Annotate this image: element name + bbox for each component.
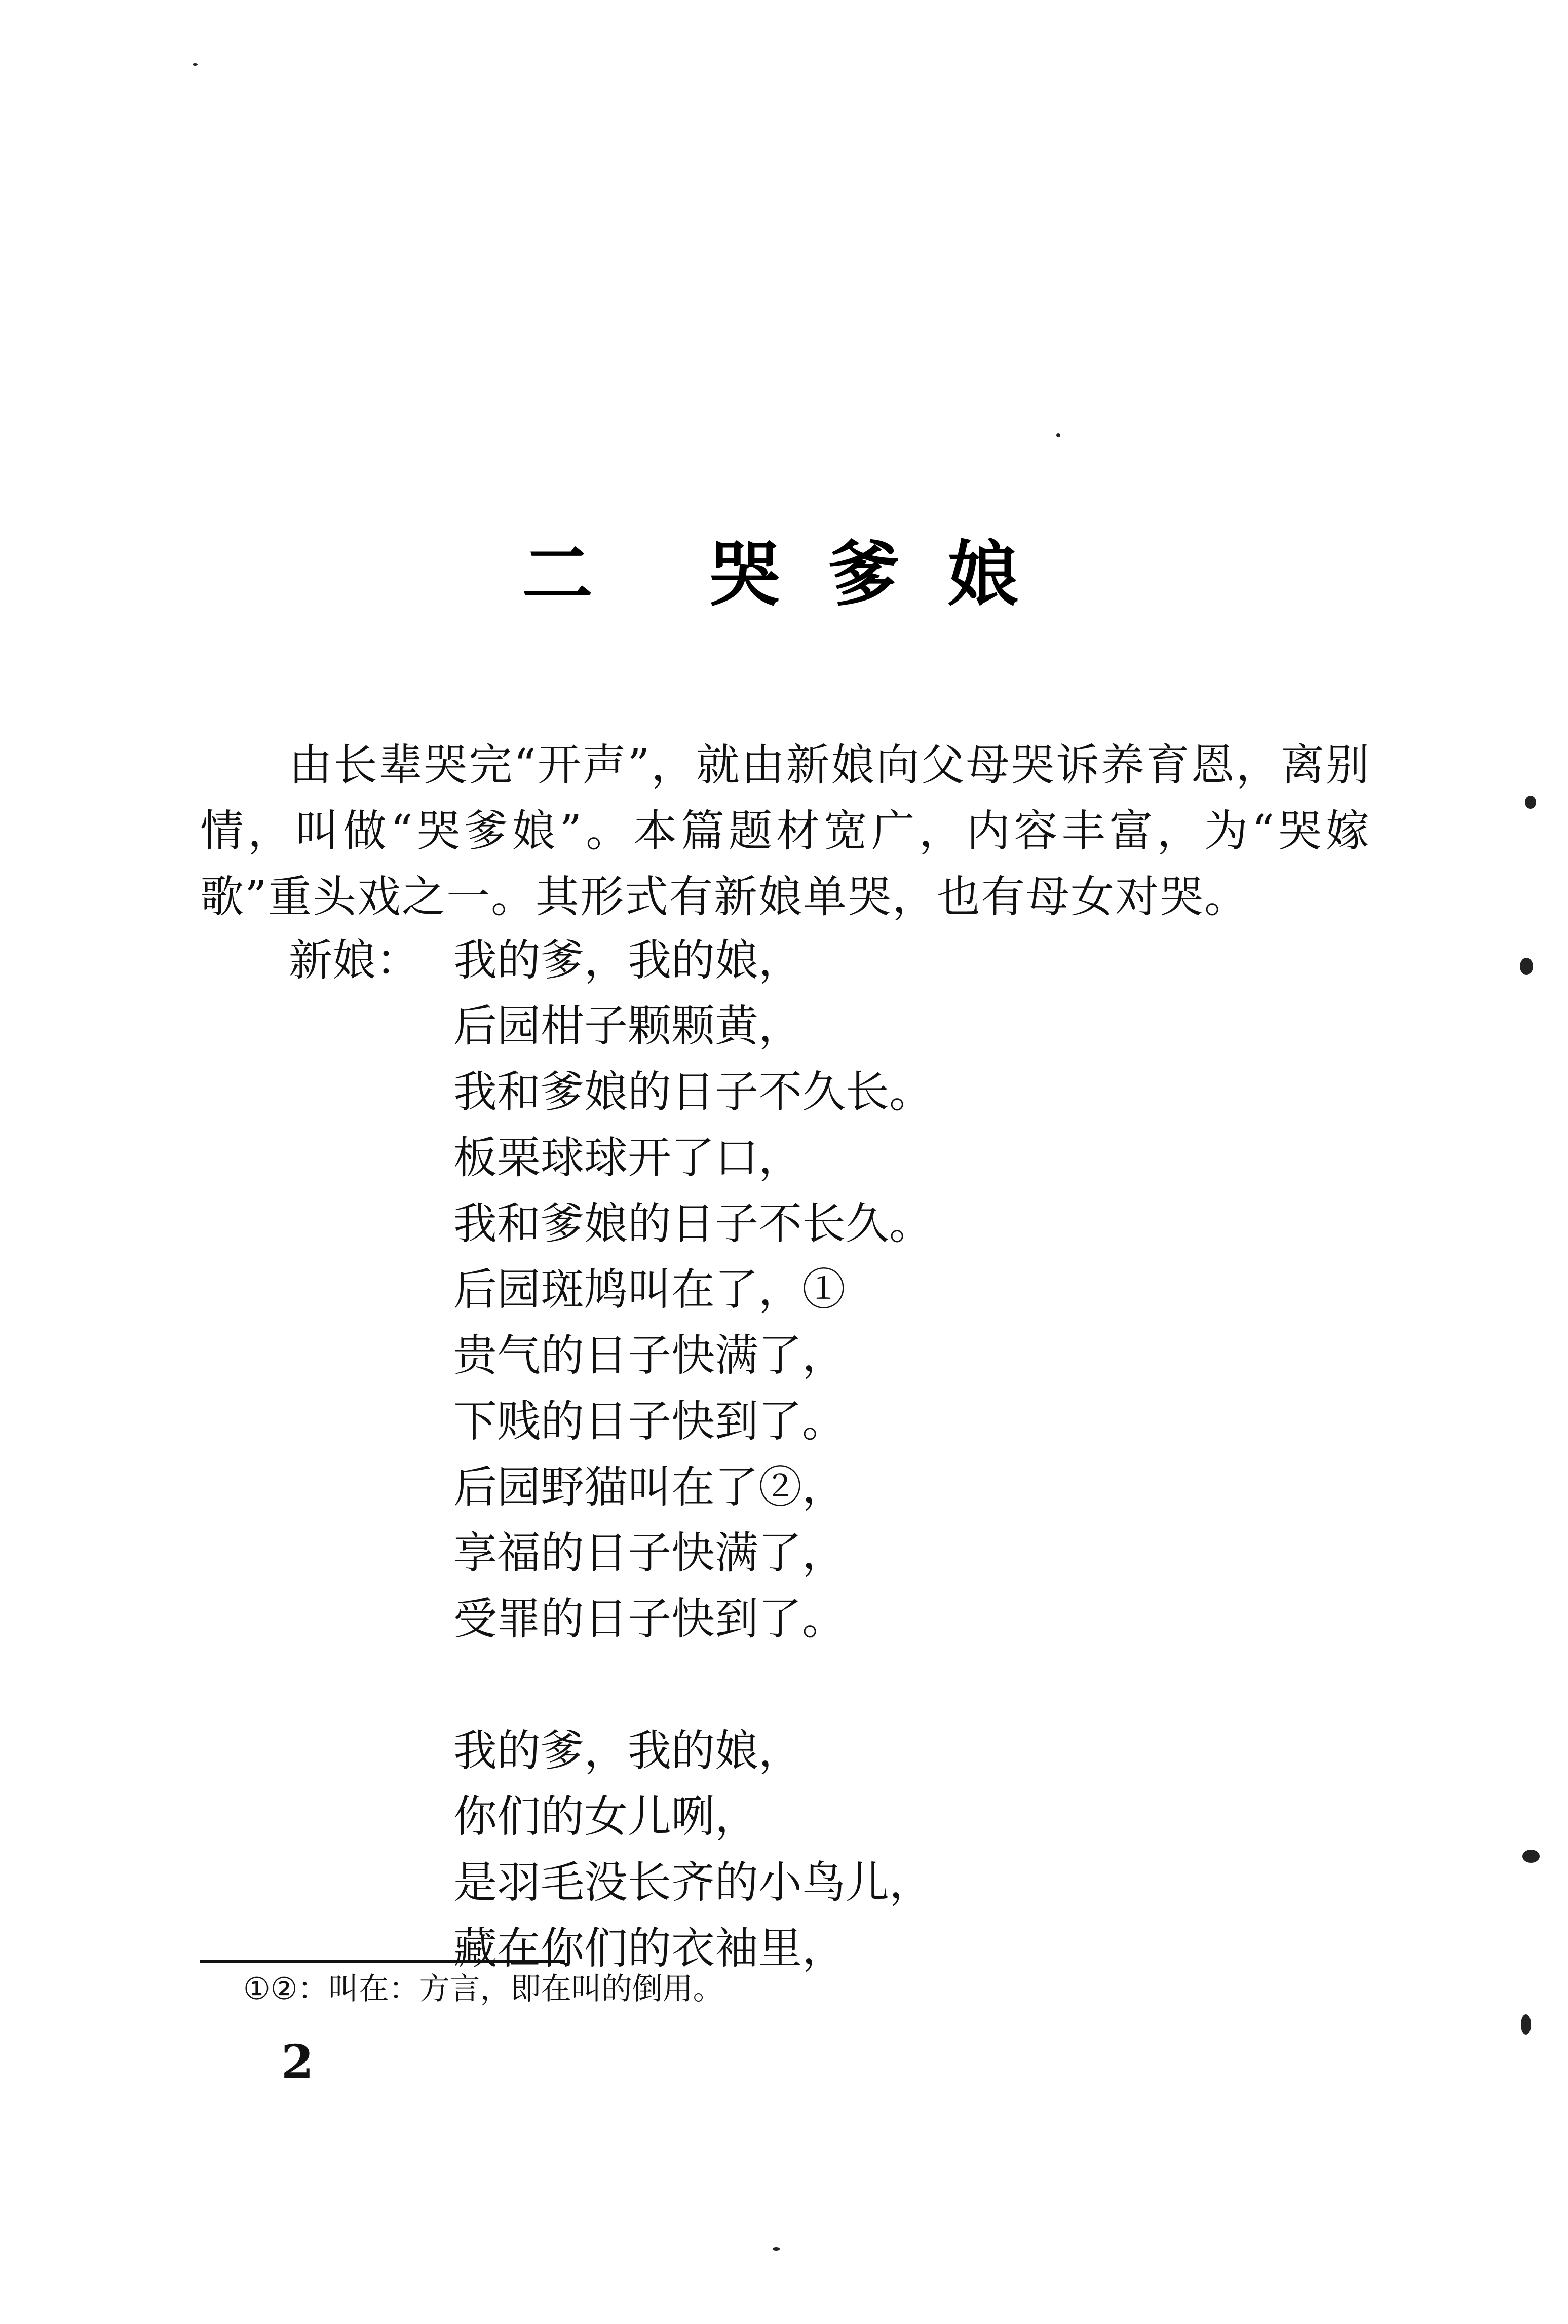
scan-speck: [193, 63, 198, 66]
chapter-title-char: 娘: [947, 534, 1019, 616]
footnote: ①②：叫在：方言，即在叫的倒用。: [243, 1971, 723, 2007]
song-verses: [453, 927, 1365, 1981]
verse-line: 下贱的日子快到了。: [453, 1396, 846, 1447]
scan-speck: [773, 2247, 780, 2251]
scan-speck: [1522, 1850, 1540, 1863]
page-number: 2: [281, 2035, 314, 2089]
verse-line: 后园柑子颗颗黄，: [453, 1001, 802, 1052]
scan-speck: [1521, 2014, 1531, 2035]
verse-line: 后园野猫叫在了②，: [453, 1462, 846, 1513]
chapter-title: [522, 535, 1066, 616]
chapter-number: 二: [522, 534, 593, 616]
verse-line: 我和爹娘的日子不久长。: [453, 1067, 933, 1117]
stanza-gap: [453, 1652, 1365, 1718]
verse-line: 受罪的日子快到了。: [453, 1594, 846, 1644]
verse-line: 我和爹娘的日子不长久。: [453, 1198, 933, 1249]
intro-paragraph: 由长辈哭完“开声”，就由新娘向父母哭诉养育恩，离别情，叫做“哭爹娘”。本篇题材宽广，内容丰富，为“哭嫁歌”重头戏之一。其形式有新娘单哭，也有母女对哭。: [200, 740, 1370, 922]
scan-speck: [1525, 796, 1536, 809]
verse-line: 藏在你们的衣袖里，: [453, 1923, 846, 1974]
verse-line: 享福的日子快满了，: [453, 1528, 846, 1579]
verse-line: 是羽毛没长齐的小鸟儿，: [453, 1857, 933, 1908]
verse-line: 后园斑鸠叫在了，①: [453, 1264, 846, 1315]
verse-line: 贵气的日子快满了，: [453, 1330, 846, 1381]
verse-line: 我的爹，我的娘，: [453, 935, 802, 986]
scan-speck: [1056, 433, 1060, 437]
verse-line: 板栗球球开了口，: [453, 1133, 802, 1183]
chapter-title-char: 哭: [709, 534, 781, 616]
stanza: [453, 927, 1365, 1652]
footnote-divider: [200, 1960, 565, 1963]
speaker-label: 新娘：: [289, 935, 419, 986]
stanza: [453, 1718, 1365, 1981]
verse-line: 你们的女儿咧，: [453, 1791, 758, 1842]
scan-speck: [1520, 958, 1533, 975]
chapter-title-char: 爹: [828, 534, 900, 616]
verse-line: 我的爹，我的娘，: [453, 1726, 802, 1776]
